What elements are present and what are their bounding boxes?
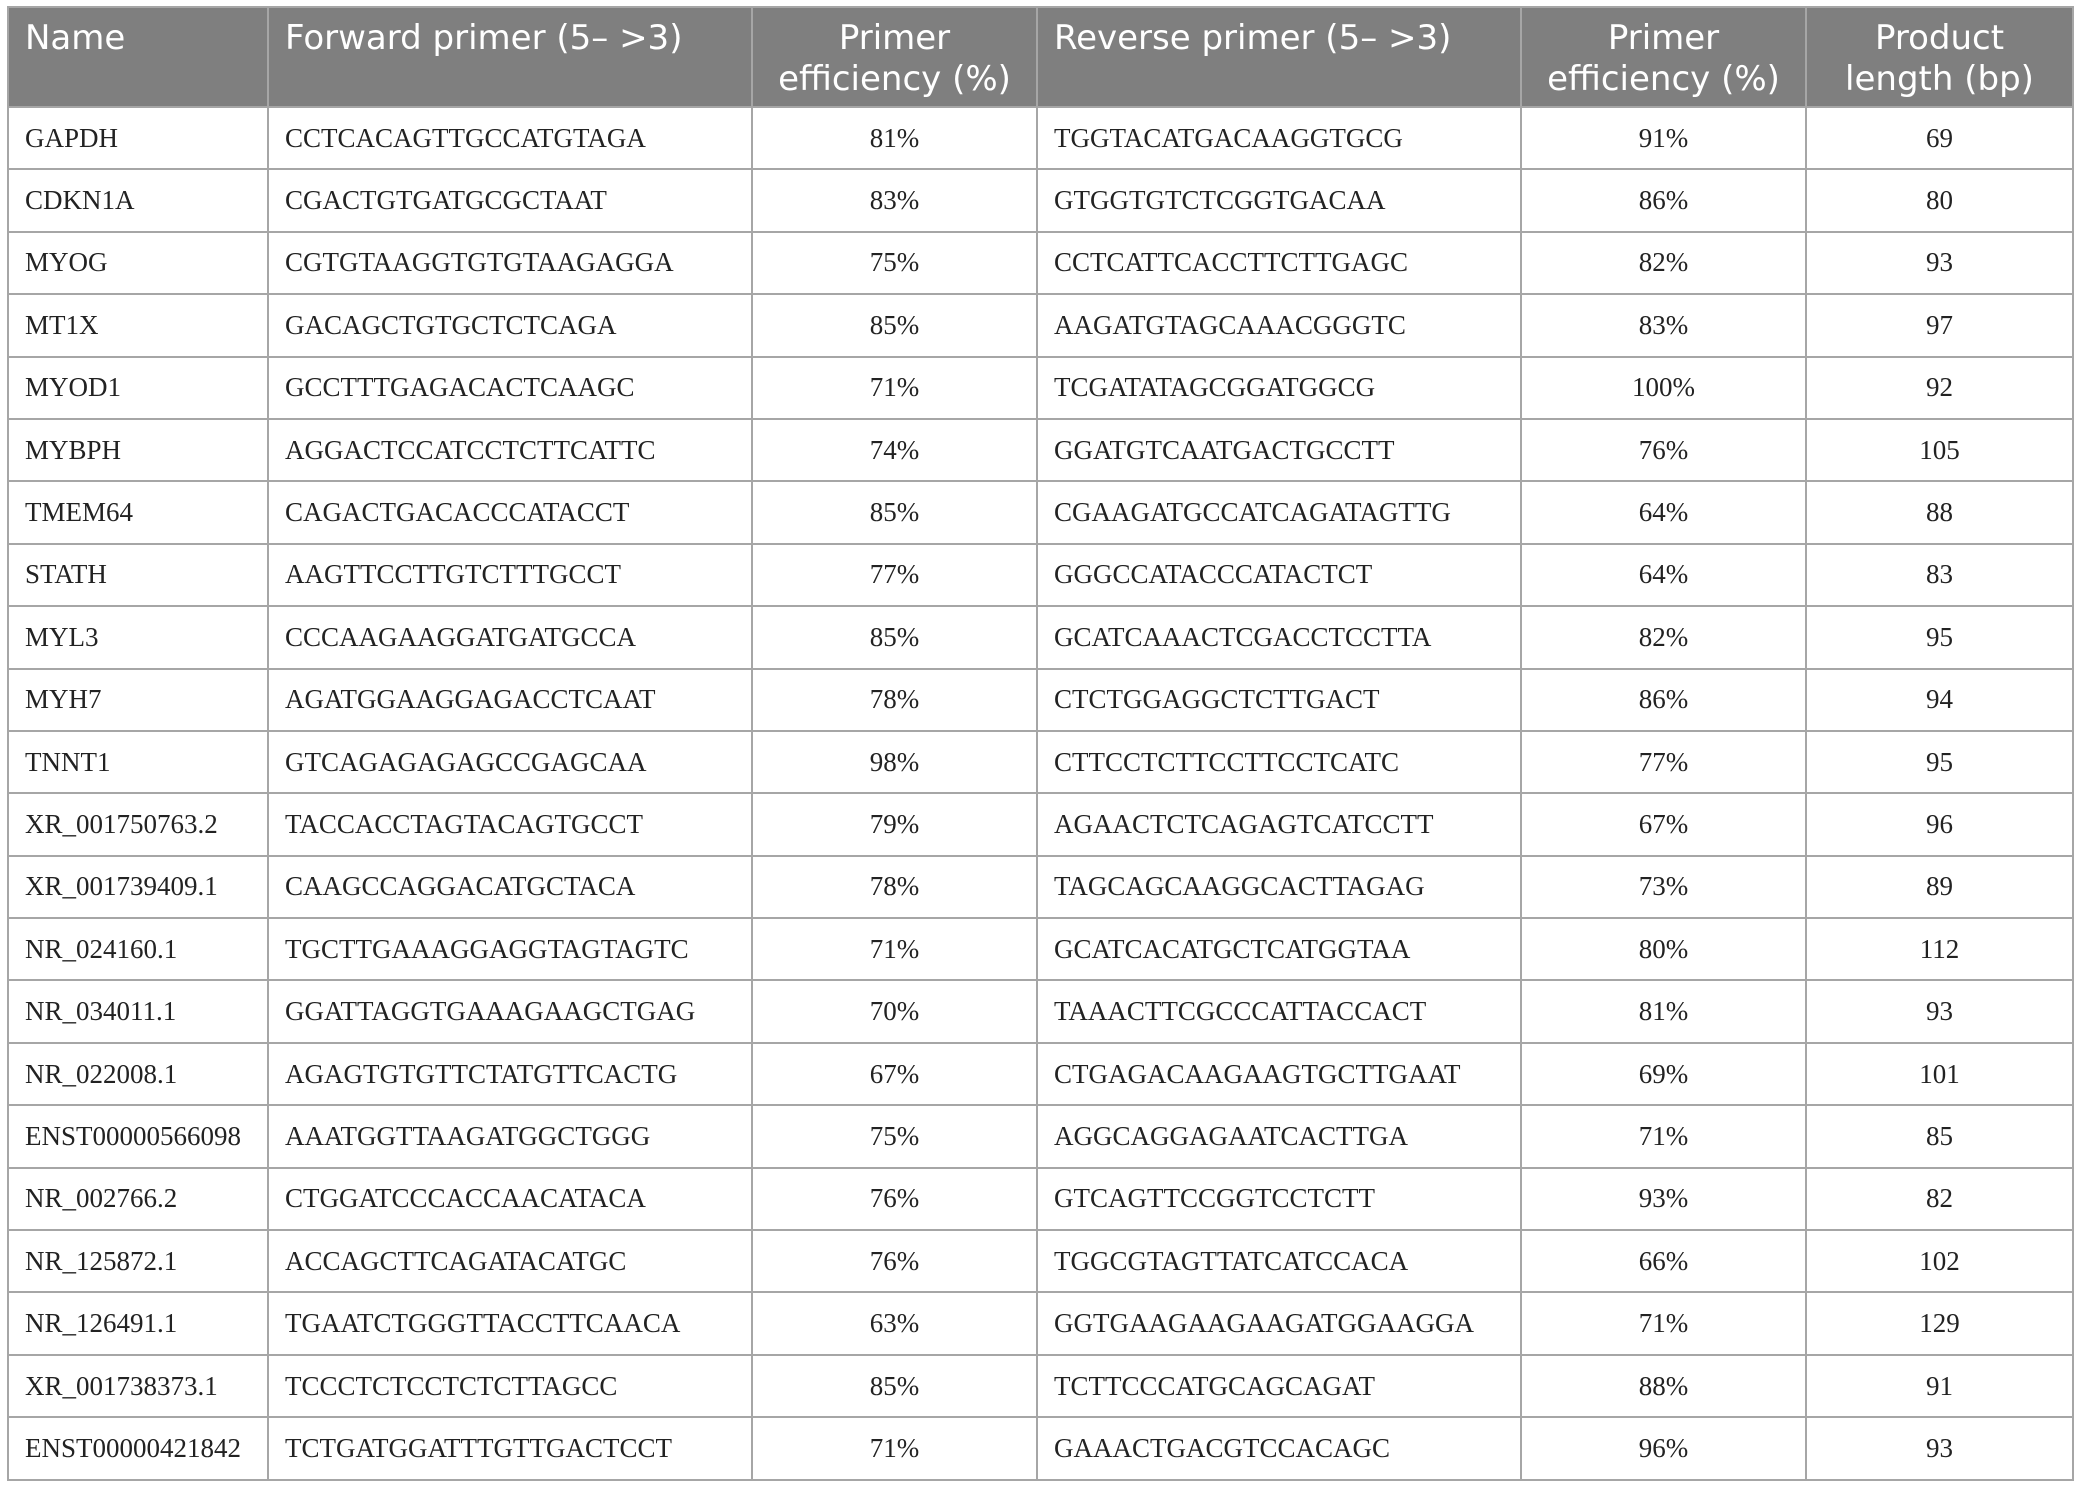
cell-product-length: 80 bbox=[1806, 169, 2073, 231]
cell-forward-efficiency: 71% bbox=[752, 357, 1037, 419]
header-forward-primer: Forward primer (5– >3) bbox=[268, 7, 752, 107]
cell-reverse-efficiency: 96% bbox=[1521, 1417, 1806, 1479]
cell-name: CDKN1A bbox=[8, 169, 268, 231]
cell-forward-primer: AAATGGTTAAGATGGCTGGG bbox=[268, 1105, 752, 1167]
cell-reverse-primer: AGGCAGGAGAATCACTTGA bbox=[1037, 1105, 1521, 1167]
primer-table-container bbox=[7, 6, 2072, 1481]
cell-product-length: 105 bbox=[1806, 419, 2073, 481]
cell-forward-primer: GTCAGAGAGAGCCGAGCAA bbox=[268, 731, 752, 793]
cell-reverse-efficiency: 82% bbox=[1521, 606, 1806, 668]
cell-reverse-primer: TAAACTTCGCCCATTACCACT bbox=[1037, 980, 1521, 1042]
cell-reverse-efficiency: 71% bbox=[1521, 1292, 1806, 1354]
cell-product-length: 91 bbox=[1806, 1355, 2073, 1417]
cell-name: MYOG bbox=[8, 232, 268, 294]
cell-reverse-primer: GCATCAAACTCGACCTCCTTA bbox=[1037, 606, 1521, 668]
cell-forward-efficiency: 70% bbox=[752, 980, 1037, 1042]
table-row bbox=[8, 1105, 2073, 1167]
cell-product-length: 89 bbox=[1806, 856, 2073, 918]
cell-reverse-primer: GGATGTCAATGACTGCCTT bbox=[1037, 419, 1521, 481]
cell-reverse-primer: AAGATGTAGCAAACGGGTC bbox=[1037, 294, 1521, 356]
table-header bbox=[8, 7, 2073, 107]
cell-reverse-primer: TGGTACATGACAAGGTGCG bbox=[1037, 107, 1521, 169]
cell-name: ENST00000566098 bbox=[8, 1105, 268, 1167]
cell-product-length: 112 bbox=[1806, 918, 2073, 980]
cell-name: NR_002766.2 bbox=[8, 1168, 268, 1230]
cell-name: GAPDH bbox=[8, 107, 268, 169]
table-row bbox=[8, 1417, 2073, 1479]
table-row bbox=[8, 606, 2073, 668]
cell-name: NR_126491.1 bbox=[8, 1292, 268, 1354]
cell-name: MYBPH bbox=[8, 419, 268, 481]
table-row bbox=[8, 856, 2073, 918]
cell-forward-primer: CGTGTAAGGTGTGTAAGAGGA bbox=[268, 232, 752, 294]
header-name: Name bbox=[8, 7, 268, 107]
table-row bbox=[8, 918, 2073, 980]
cell-reverse-primer: CTCTGGAGGCTCTTGACT bbox=[1037, 669, 1521, 731]
cell-name: NR_125872.1 bbox=[8, 1230, 268, 1292]
cell-reverse-primer: GTGGTGTCTCGGTGACAA bbox=[1037, 169, 1521, 231]
cell-forward-primer: CAAGCCAGGACATGCTACA bbox=[268, 856, 752, 918]
cell-forward-efficiency: 75% bbox=[752, 232, 1037, 294]
cell-forward-primer: GGATTAGGTGAAAGAAGCTGAG bbox=[268, 980, 752, 1042]
table-row bbox=[8, 107, 2073, 169]
cell-forward-primer: AGGACTCCATCCTCTTCATTC bbox=[268, 419, 752, 481]
cell-reverse-primer: GAAACTGACGTCCACAGC bbox=[1037, 1417, 1521, 1479]
cell-forward-primer: CTGGATCCCACCAACATACA bbox=[268, 1168, 752, 1230]
table-row bbox=[8, 1043, 2073, 1105]
cell-forward-primer: CAGACTGACACCCATACCT bbox=[268, 481, 752, 543]
table-row bbox=[8, 357, 2073, 419]
cell-forward-primer: TCTGATGGATTTGTTGACTCCT bbox=[268, 1417, 752, 1479]
cell-forward-primer: AAGTTCCTTGTCTTTGCCT bbox=[268, 544, 752, 606]
cell-name: XR_001739409.1 bbox=[8, 856, 268, 918]
cell-reverse-primer: TAGCAGCAAGGCACTTAGAG bbox=[1037, 856, 1521, 918]
cell-forward-primer: TGAATCTGGGTTACCTTCAACA bbox=[268, 1292, 752, 1354]
cell-forward-efficiency: 77% bbox=[752, 544, 1037, 606]
cell-product-length: 93 bbox=[1806, 1417, 2073, 1479]
cell-forward-primer: AGATGGAAGGAGACCTCAAT bbox=[268, 669, 752, 731]
cell-forward-efficiency: 98% bbox=[752, 731, 1037, 793]
cell-name: MT1X bbox=[8, 294, 268, 356]
cell-reverse-efficiency: 93% bbox=[1521, 1168, 1806, 1230]
cell-forward-primer: TCCCTCTCCTCTCTTAGCC bbox=[268, 1355, 752, 1417]
cell-product-length: 93 bbox=[1806, 980, 2073, 1042]
cell-reverse-primer: AGAACTCTCAGAGTCATCCTT bbox=[1037, 793, 1521, 855]
cell-reverse-efficiency: 91% bbox=[1521, 107, 1806, 169]
cell-product-length: 95 bbox=[1806, 731, 2073, 793]
cell-reverse-efficiency: 64% bbox=[1521, 481, 1806, 543]
cell-reverse-primer: TGGCGTAGTTATCATCCACA bbox=[1037, 1230, 1521, 1292]
cell-name: ENST00000421842 bbox=[8, 1417, 268, 1479]
cell-reverse-efficiency: 64% bbox=[1521, 544, 1806, 606]
cell-reverse-efficiency: 88% bbox=[1521, 1355, 1806, 1417]
cell-forward-primer: CGACTGTGATGCGCTAAT bbox=[268, 169, 752, 231]
cell-reverse-primer: CCTCATTCACCTTCTTGAGC bbox=[1037, 232, 1521, 294]
cell-reverse-efficiency: 73% bbox=[1521, 856, 1806, 918]
cell-reverse-efficiency: 66% bbox=[1521, 1230, 1806, 1292]
cell-forward-efficiency: 85% bbox=[752, 481, 1037, 543]
cell-forward-efficiency: 74% bbox=[752, 419, 1037, 481]
cell-forward-efficiency: 83% bbox=[752, 169, 1037, 231]
cell-name: STATH bbox=[8, 544, 268, 606]
cell-product-length: 102 bbox=[1806, 1230, 2073, 1292]
cell-reverse-efficiency: 100% bbox=[1521, 357, 1806, 419]
cell-forward-efficiency: 78% bbox=[752, 856, 1037, 918]
table-row bbox=[8, 1230, 2073, 1292]
cell-name: NR_022008.1 bbox=[8, 1043, 268, 1105]
cell-reverse-efficiency: 76% bbox=[1521, 419, 1806, 481]
cell-name: MYH7 bbox=[8, 669, 268, 731]
cell-forward-efficiency: 76% bbox=[752, 1230, 1037, 1292]
cell-reverse-primer: GCATCACATGCTCATGGTAA bbox=[1037, 918, 1521, 980]
cell-forward-primer: GCCTTTGAGACACTCAAGC bbox=[268, 357, 752, 419]
table-row bbox=[8, 169, 2073, 231]
cell-forward-primer: TGCTTGAAAGGAGGTAGTAGTC bbox=[268, 918, 752, 980]
cell-name: TNNT1 bbox=[8, 731, 268, 793]
cell-forward-primer: GACAGCTGTGCTCTCAGA bbox=[268, 294, 752, 356]
cell-forward-efficiency: 76% bbox=[752, 1168, 1037, 1230]
cell-reverse-primer: CTGAGACAAGAAGTGCTTGAAT bbox=[1037, 1043, 1521, 1105]
table-row bbox=[8, 793, 2073, 855]
header-row bbox=[8, 7, 2073, 107]
cell-forward-efficiency: 71% bbox=[752, 1417, 1037, 1479]
header-product-length: Product length (bp) bbox=[1806, 7, 2073, 107]
cell-reverse-efficiency: 83% bbox=[1521, 294, 1806, 356]
cell-product-length: 92 bbox=[1806, 357, 2073, 419]
header-forward-efficiency: Primer efficiency (%) bbox=[752, 7, 1037, 107]
cell-reverse-efficiency: 67% bbox=[1521, 793, 1806, 855]
cell-forward-primer: ACCAGCTTCAGATACATGC bbox=[268, 1230, 752, 1292]
cell-name: NR_034011.1 bbox=[8, 980, 268, 1042]
cell-name: MYL3 bbox=[8, 606, 268, 668]
cell-reverse-primer: GTCAGTTCCGGTCCTCTT bbox=[1037, 1168, 1521, 1230]
table-row bbox=[8, 980, 2073, 1042]
cell-product-length: 97 bbox=[1806, 294, 2073, 356]
cell-reverse-efficiency: 86% bbox=[1521, 669, 1806, 731]
cell-product-length: 129 bbox=[1806, 1292, 2073, 1354]
cell-product-length: 93 bbox=[1806, 232, 2073, 294]
table-row bbox=[8, 1355, 2073, 1417]
cell-product-length: 94 bbox=[1806, 669, 2073, 731]
cell-forward-efficiency: 85% bbox=[752, 1355, 1037, 1417]
cell-forward-efficiency: 79% bbox=[752, 793, 1037, 855]
cell-forward-efficiency: 67% bbox=[752, 1043, 1037, 1105]
cell-reverse-efficiency: 86% bbox=[1521, 169, 1806, 231]
cell-product-length: 96 bbox=[1806, 793, 2073, 855]
cell-product-length: 82 bbox=[1806, 1168, 2073, 1230]
cell-product-length: 85 bbox=[1806, 1105, 2073, 1167]
table-row bbox=[8, 544, 2073, 606]
table-body bbox=[8, 107, 2073, 1480]
cell-reverse-primer: TCTTCCCATGCAGCAGAT bbox=[1037, 1355, 1521, 1417]
table-row bbox=[8, 1292, 2073, 1354]
cell-forward-efficiency: 75% bbox=[752, 1105, 1037, 1167]
cell-name: MYOD1 bbox=[8, 357, 268, 419]
cell-reverse-primer: TCGATATAGCGGATGGCG bbox=[1037, 357, 1521, 419]
table-row bbox=[8, 232, 2073, 294]
table-row bbox=[8, 481, 2073, 543]
cell-reverse-efficiency: 82% bbox=[1521, 232, 1806, 294]
cell-product-length: 69 bbox=[1806, 107, 2073, 169]
cell-reverse-efficiency: 71% bbox=[1521, 1105, 1806, 1167]
cell-product-length: 88 bbox=[1806, 481, 2073, 543]
cell-reverse-primer: CGAAGATGCCATCAGATAGTTG bbox=[1037, 481, 1521, 543]
cell-forward-efficiency: 85% bbox=[752, 606, 1037, 668]
cell-name: XR_001750763.2 bbox=[8, 793, 268, 855]
cell-forward-efficiency: 63% bbox=[752, 1292, 1037, 1354]
cell-reverse-primer: GGGCCATACCCATACTCT bbox=[1037, 544, 1521, 606]
table-row bbox=[8, 419, 2073, 481]
cell-forward-efficiency: 71% bbox=[752, 918, 1037, 980]
cell-forward-efficiency: 85% bbox=[752, 294, 1037, 356]
primer-table bbox=[7, 6, 2074, 1481]
table-row bbox=[8, 1168, 2073, 1230]
table-row bbox=[8, 294, 2073, 356]
cell-forward-primer: CCTCACAGTTGCCATGTAGA bbox=[268, 107, 752, 169]
cell-reverse-primer: CTTCCTCTTCCTTCCTCATC bbox=[1037, 731, 1521, 793]
header-reverse-efficiency: Primer efficiency (%) bbox=[1521, 7, 1806, 107]
cell-product-length: 101 bbox=[1806, 1043, 2073, 1105]
cell-forward-primer: CCCAAGAAGGATGATGCCA bbox=[268, 606, 752, 668]
table-row bbox=[8, 669, 2073, 731]
cell-reverse-efficiency: 77% bbox=[1521, 731, 1806, 793]
cell-forward-efficiency: 81% bbox=[752, 107, 1037, 169]
cell-forward-primer: TACCACCTAGTACAGTGCCT bbox=[268, 793, 752, 855]
cell-forward-primer: AGAGTGTGTTCTATGTTCACTG bbox=[268, 1043, 752, 1105]
cell-reverse-efficiency: 80% bbox=[1521, 918, 1806, 980]
cell-product-length: 83 bbox=[1806, 544, 2073, 606]
cell-name: NR_024160.1 bbox=[8, 918, 268, 980]
cell-name: TMEM64 bbox=[8, 481, 268, 543]
cell-product-length: 95 bbox=[1806, 606, 2073, 668]
cell-forward-efficiency: 78% bbox=[752, 669, 1037, 731]
cell-name: XR_001738373.1 bbox=[8, 1355, 268, 1417]
header-reverse-primer: Reverse primer (5– >3) bbox=[1037, 7, 1521, 107]
cell-reverse-efficiency: 69% bbox=[1521, 1043, 1806, 1105]
cell-reverse-primer: GGTGAAGAAGAAGATGGAAGGA bbox=[1037, 1292, 1521, 1354]
cell-reverse-efficiency: 81% bbox=[1521, 980, 1806, 1042]
table-row bbox=[8, 731, 2073, 793]
